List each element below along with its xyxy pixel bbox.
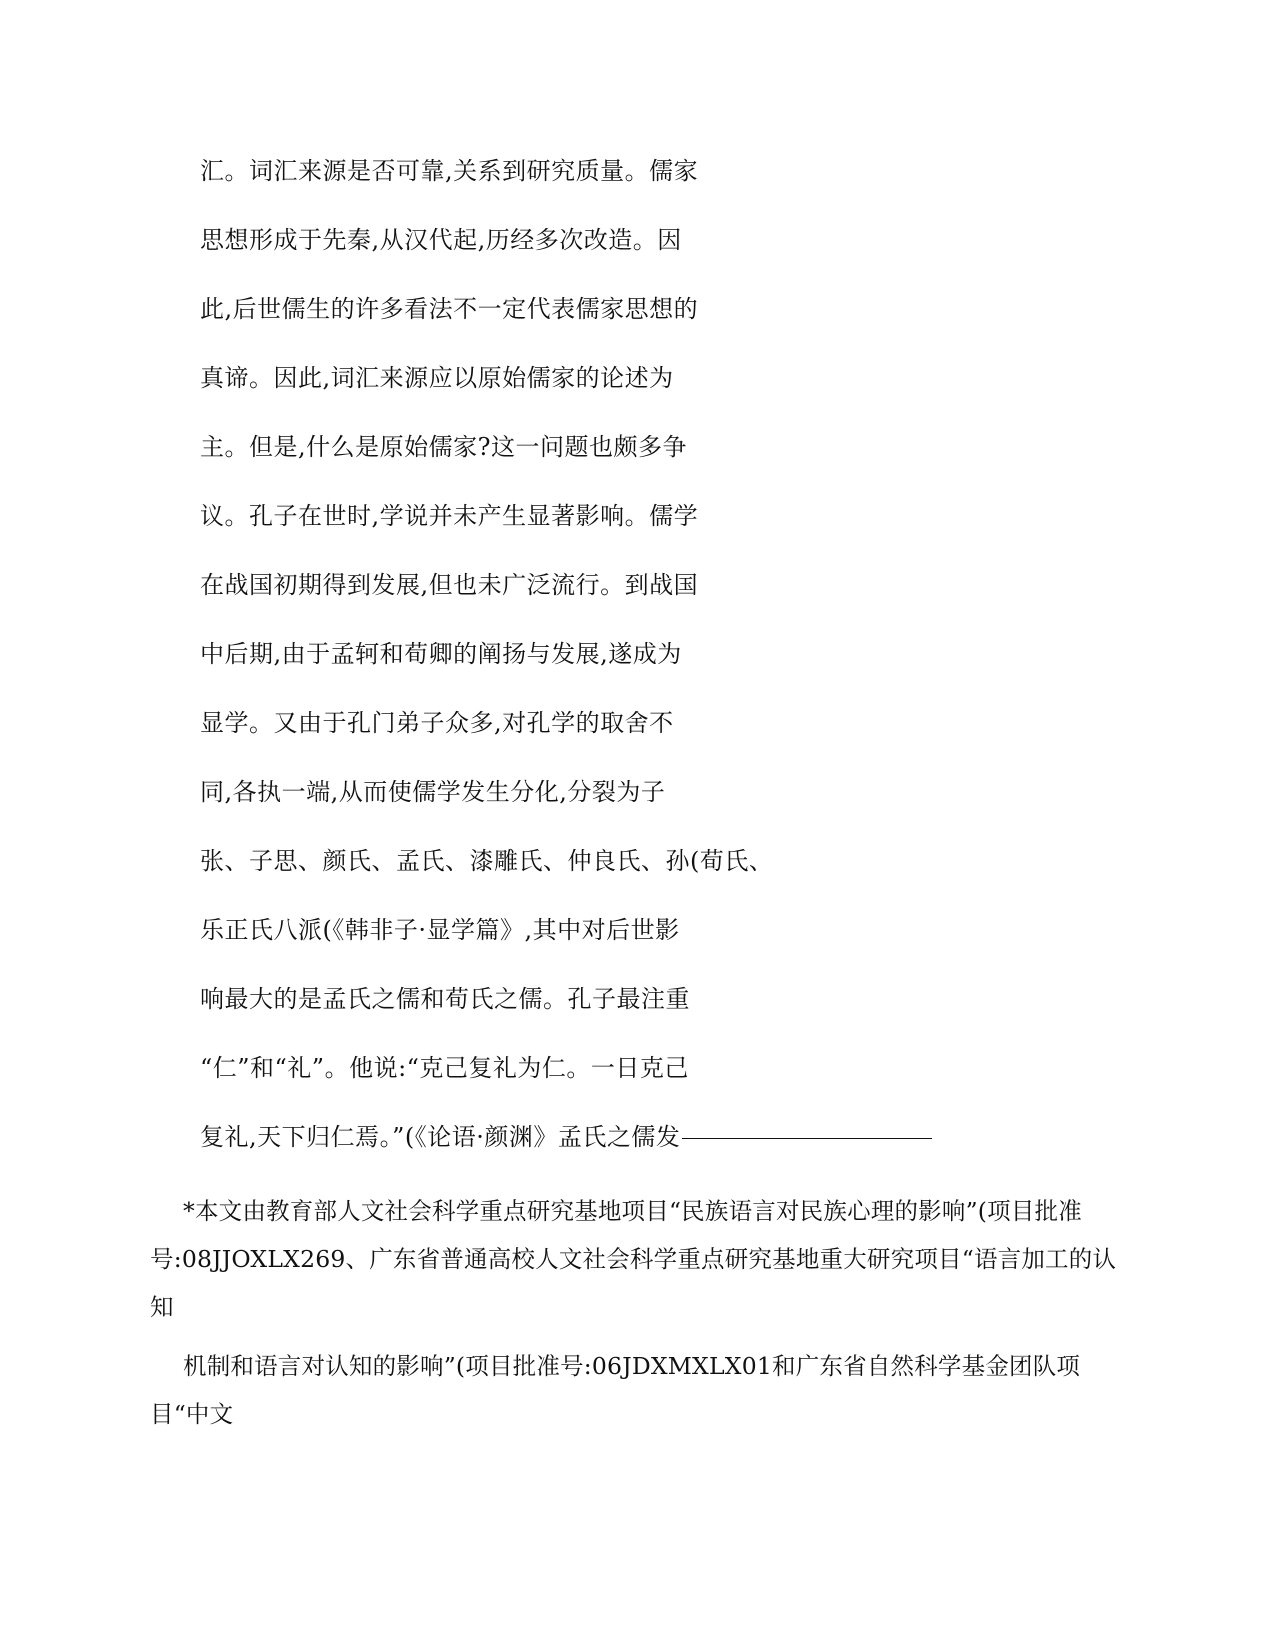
body-line: 思想形成于先秦,从汉代起,历经多次改造。因: [200, 226, 682, 254]
body-line: 复礼,天下归仁焉。”(《论语·颜渊》孟氏之儒发: [200, 1123, 681, 1151]
body-line: “仁”和“礼”。他说:“克己复礼为仁。一日克己: [200, 1054, 689, 1082]
body-line: 响最大的是孟氏之儒和荀氏之儒。孔子最注重: [200, 985, 690, 1013]
body-line: 张、子思、颜氏、孟氏、漆雕氏、仲良氏、孙(荀氏、: [200, 847, 774, 875]
body-line: 同,各执一端,从而使儒学发生分化,分裂为子: [200, 778, 666, 806]
body-line: 乐正氏八派(《韩非子·显学篇》,其中对后世影: [200, 916, 680, 944]
body-line-with-rule: [200, 1121, 932, 1153]
body-line: 显学。又由于孔门弟子众多,对孔学的取舍不: [200, 709, 674, 737]
body-line: 中后期,由于孟轲和荀卿的阐扬与发展,遂成为: [200, 640, 682, 668]
footnote-paragraph: 机制和语言对认知的影响”(项目批准号:06JDXMXLX01和广东省自然科学基金团队项目“中文: [150, 1352, 1081, 1428]
body-line: 主。但是,什么是原始儒家?这一问题也颇多争: [200, 433, 687, 461]
body-line: 此,后世儒生的许多看法不一定代表儒家思想的: [200, 295, 699, 323]
body-line: 议。孔子在世时,学说并未产生显著影响。儒学: [200, 502, 699, 530]
body-line: 汇。词汇来源是否可靠,关系到研究质量。儒家: [200, 157, 699, 185]
body-line: 在战国初期得到发展,但也未广泛流行。到战国: [200, 571, 699, 599]
footnote-separator-rule: [682, 1138, 932, 1139]
body-line: 真谛。因此,词汇来源应以原始儒家的论述为: [200, 364, 674, 392]
footnote-paragraph: *本文由教育部人文社会科学重点研究基地项目“民族语言对民族心理的影响”(项目批准号:08JJOXLX269、广东省普通高校人文社会科学重点研究基地重大研究项目“语言加工的认知: [150, 1197, 1117, 1321]
